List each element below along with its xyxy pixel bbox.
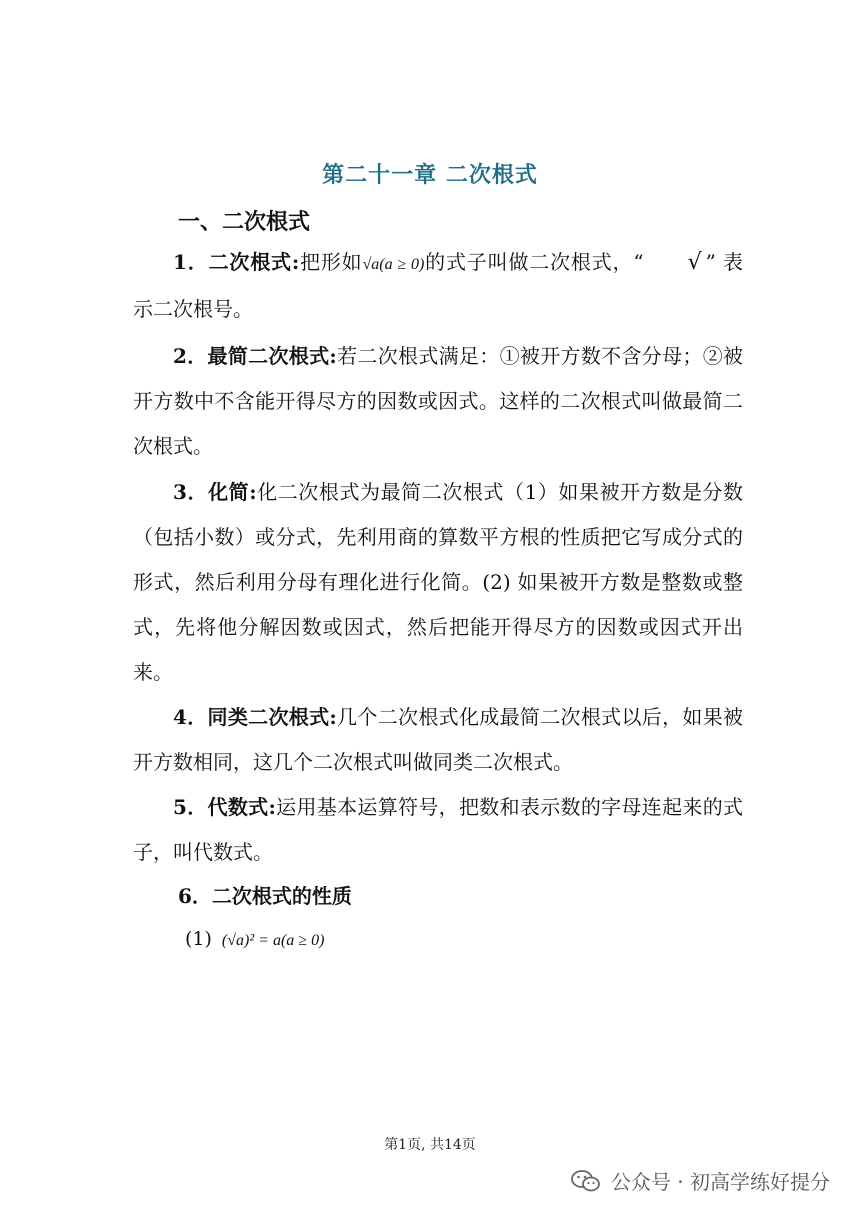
page-footer: 第1页, 共14页 [384, 1137, 476, 1153]
paragraph-text: 的式子叫做二次根式，“ [424, 250, 644, 274]
item-number: 5． [173, 795, 208, 819]
term-label: 代数式: [207, 795, 276, 819]
definition-paragraph-2 [133, 334, 743, 469]
item-number: 1． [173, 250, 209, 274]
formula-condition: (a ≥ 0) [379, 256, 425, 273]
item-number: 2． [173, 344, 208, 368]
property-item-1 [185, 928, 324, 950]
paragraph-text: ” 表示二次根号。 [133, 250, 744, 321]
term-label: 二次根式: [208, 250, 300, 274]
item-number: 3． [173, 480, 209, 504]
paragraph-text: 若二次根式满足：①被开方数不含分母；②被开方数中不含能开得尽方的因数或因式。这样的二次根式叫做最简二次根式。 [133, 344, 744, 458]
formula-rest: ² = a(a ≥ 0) [249, 932, 325, 949]
term-label: 化简: [208, 480, 257, 504]
properties-heading: 6．二次根式的性质 [178, 884, 352, 908]
paragraph-text: 把形如 [299, 250, 363, 274]
definition-paragraph-1 [133, 240, 743, 332]
chapter-title: 第二十一章 二次根式 [322, 162, 538, 188]
formula-property-1: (√a)² = a(a ≥ 0) [221, 932, 325, 949]
paragraph-text: 几个二次根式化成最简二次根式以后，如果被开方数相同，这几个二次根式叫做同类二次根式。 [133, 705, 744, 774]
radical-symbol: √ [687, 250, 702, 275]
paragraph-text: 运用基本运算符号，把数和表示数的字母连起来的式子，叫代数式。 [133, 795, 744, 864]
radical-sign: √ [362, 256, 372, 273]
definition-paragraph-4 [133, 695, 743, 785]
item-label: (1) [185, 928, 212, 950]
section-heading: 一、二次根式 [178, 209, 311, 235]
radical-sign: √ [227, 932, 237, 949]
definition-paragraph-5 [133, 785, 743, 875]
formula-sqrt-a [363, 256, 425, 273]
radicand: a [371, 256, 380, 273]
term-label: 最简二次根式: [207, 344, 337, 368]
definition-paragraph-3 [133, 470, 743, 695]
wechat-watermark [571, 1166, 830, 1195]
term-label: 同类二次根式: [207, 705, 337, 729]
item-number: 4． [173, 705, 208, 729]
wechat-icon [571, 1169, 601, 1193]
paragraph-text: 化二次根式为最简二次根式（1）如果被开方数是分数（包括小数）或分式，先利用商的算数平方根的性质把它写成分式的形式，然后利用分母有理化进行化简。(2) 如果被开方数是整数或整式，先将他分解因数或因式，然后把能开得尽方的因数或因式开出来。 [133, 480, 743, 684]
radicand: a [236, 932, 245, 949]
watermark-text: 公众号 · 初高学练好提分 [610, 1170, 830, 1194]
